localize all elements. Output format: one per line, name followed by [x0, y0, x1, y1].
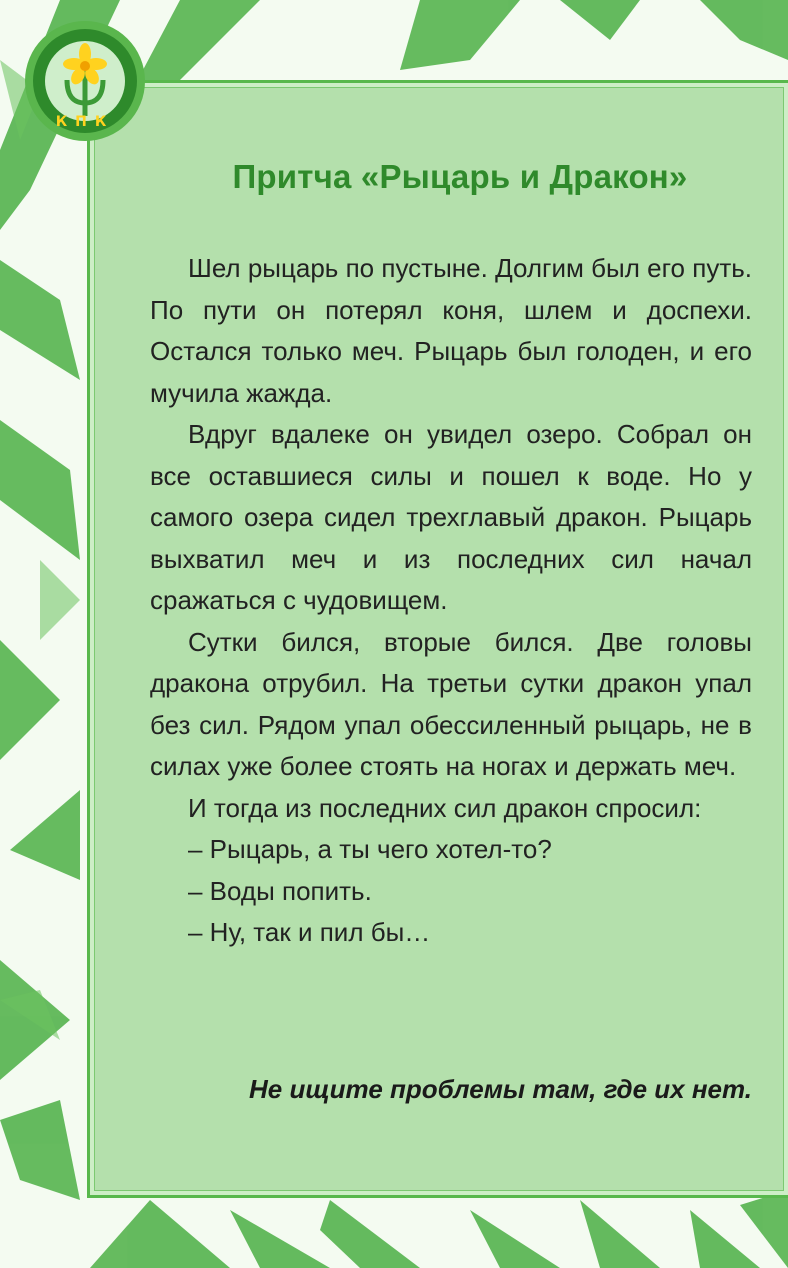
- paragraph: Вдруг вдалеке он увидел озеро. Собрал он все оставшиеся силы и пошел к воде. Но у самого озера сидел трехглавый дракон. Рыцарь выхватил меч и из последних сил начал сражаться с чудовищем.: [150, 419, 752, 615]
- dialog-line: – Рыцарь, а ты чего хотел-то?: [188, 834, 552, 864]
- page-title: Притча «Рыцарь и Дракон»: [232, 158, 688, 195]
- story-body: [150, 248, 752, 954]
- dialog-line: – Ну, так и пил бы…: [188, 917, 431, 947]
- logo-label: КПК: [55, 114, 115, 130]
- kpk-logo: [22, 18, 148, 144]
- paragraph: Шел рыцарь по пустыне. Долгим был его путь. По пути он потерял коня, шлем и доспехи. Остался только меч. Рыцарь был голоден, и его мучила жажда.: [150, 253, 752, 408]
- dialog-line: – Воды попить.: [188, 875, 372, 906]
- paragraph: И тогда из последних сил дракон спросил:: [188, 792, 702, 823]
- moral-text: Не ищите проблемы там, где их нет.: [249, 1074, 752, 1104]
- paragraph: Сутки бился, вторые бился. Две головы дракона отрубил. На третьи сутки дракон упал без сил. Рядом упал обессиленный рыцарь, не в силах уже более стоять на ногах и держать меч.: [150, 626, 752, 781]
